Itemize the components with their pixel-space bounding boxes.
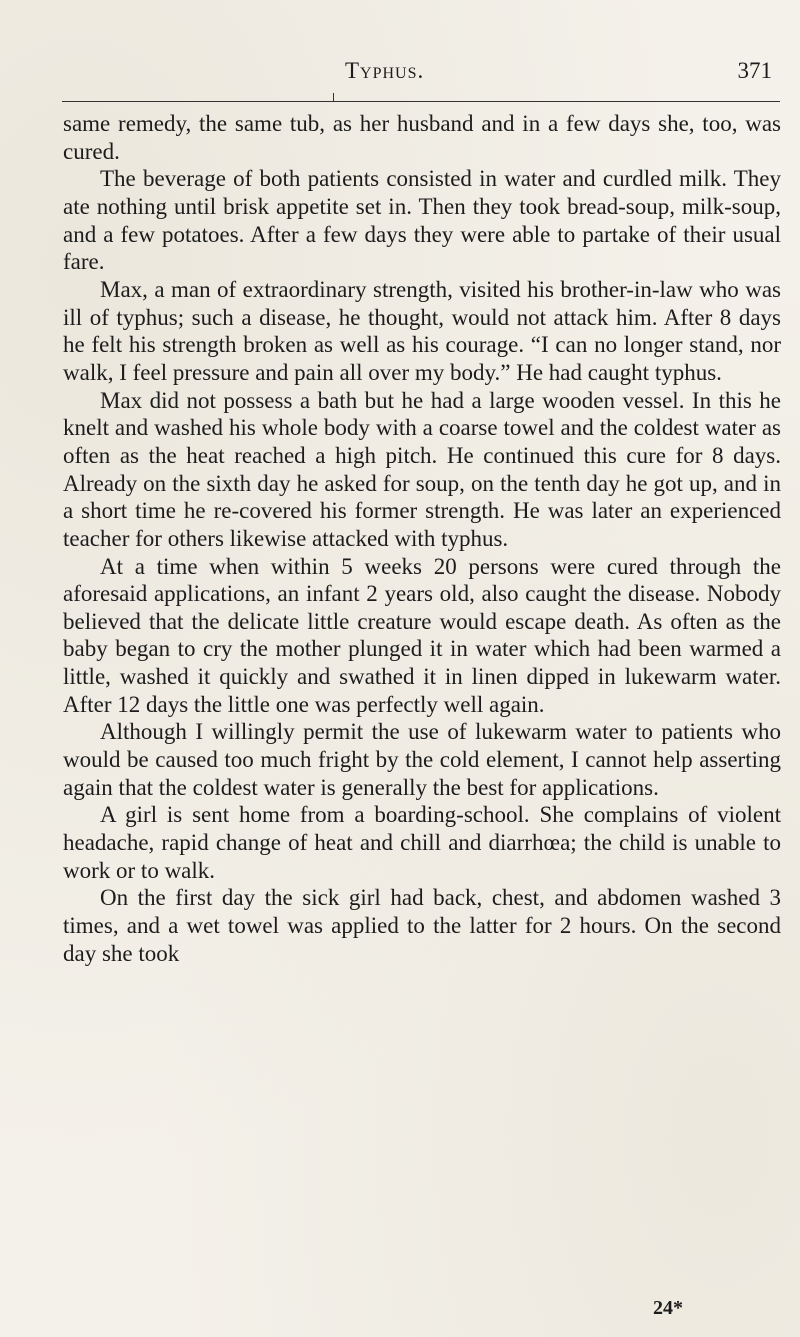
paragraph-lukewarm: Although I willingly permit the use of lukewarm water to patients who would be caused too much fright by the cold element, I cannot help asserting again that the coldest water is generally the best for applications. [63, 719, 781, 800]
header-tick-mark [333, 93, 334, 101]
paragraph-beverage: The beverage of both patients consisted in water and curdled milk. They ate nothing until brisk appetite set in. Then they took bread-soup, milk-soup, and a few potatoes. After a few days they were able to partake of their usual fare. [63, 166, 781, 275]
paragraph-max-visit: Max, a man of extraordinary strength, visited his brother-in-law who was ill of typhus; such a disease, he thought, would not attack him. After 8 days he felt his strength broken as well as his courage. “I can no longer stand, nor walk, I feel pressure and pain all over my body.” He had caught typhus. [63, 276, 781, 385]
paragraph-girl: A girl is sent home from a boarding-school. She complains of violent headache, rapid change of heat and chill and diarrhœa; the child is unable to work or to walk. [63, 802, 781, 883]
signature-mark: 24* [653, 1297, 683, 1319]
running-head [60, 58, 778, 92]
paragraph-continuation: same remedy, the same tub, as her husband and in a few days she, too, was cured. [63, 111, 781, 164]
paragraph-max-cure: Max did not possess a bath but he had a large wooden vessel. In this he knelt and washed his whole body with a coarse towel and the coldest water as often as the heat reached a high pitch. He continued this cure for 8 days. Already on the sixth day he asked for soup, on the tenth day he got up, and in a short time he re-covered his former strength. He was later an experienced teacher for others likewise attacked with typhus. [63, 387, 781, 551]
running-title: Typhus. [345, 58, 425, 83]
paragraph-first-day: On the first day the sick girl had back, chest, and abdomen washed 3 times, and a wet towel was applied to the latter for 2 hours. On the second day she took [63, 885, 781, 966]
paragraph-infant: At a time when within 5 weeks 20 persons were cured through the aforesaid applications, an infant 2 years old, also caught the disease. Nobody believed that the delicate little creature would escape death. As often as the baby began to cry the mother plunged it in water which had been warmed a little, washed it quickly and swathed it in linen dipped in lukewarm water. After 12 days the little one was perfectly well again. [63, 553, 781, 717]
header-rule [62, 101, 780, 102]
body-text [63, 110, 781, 967]
page-number: 371 [737, 58, 772, 83]
